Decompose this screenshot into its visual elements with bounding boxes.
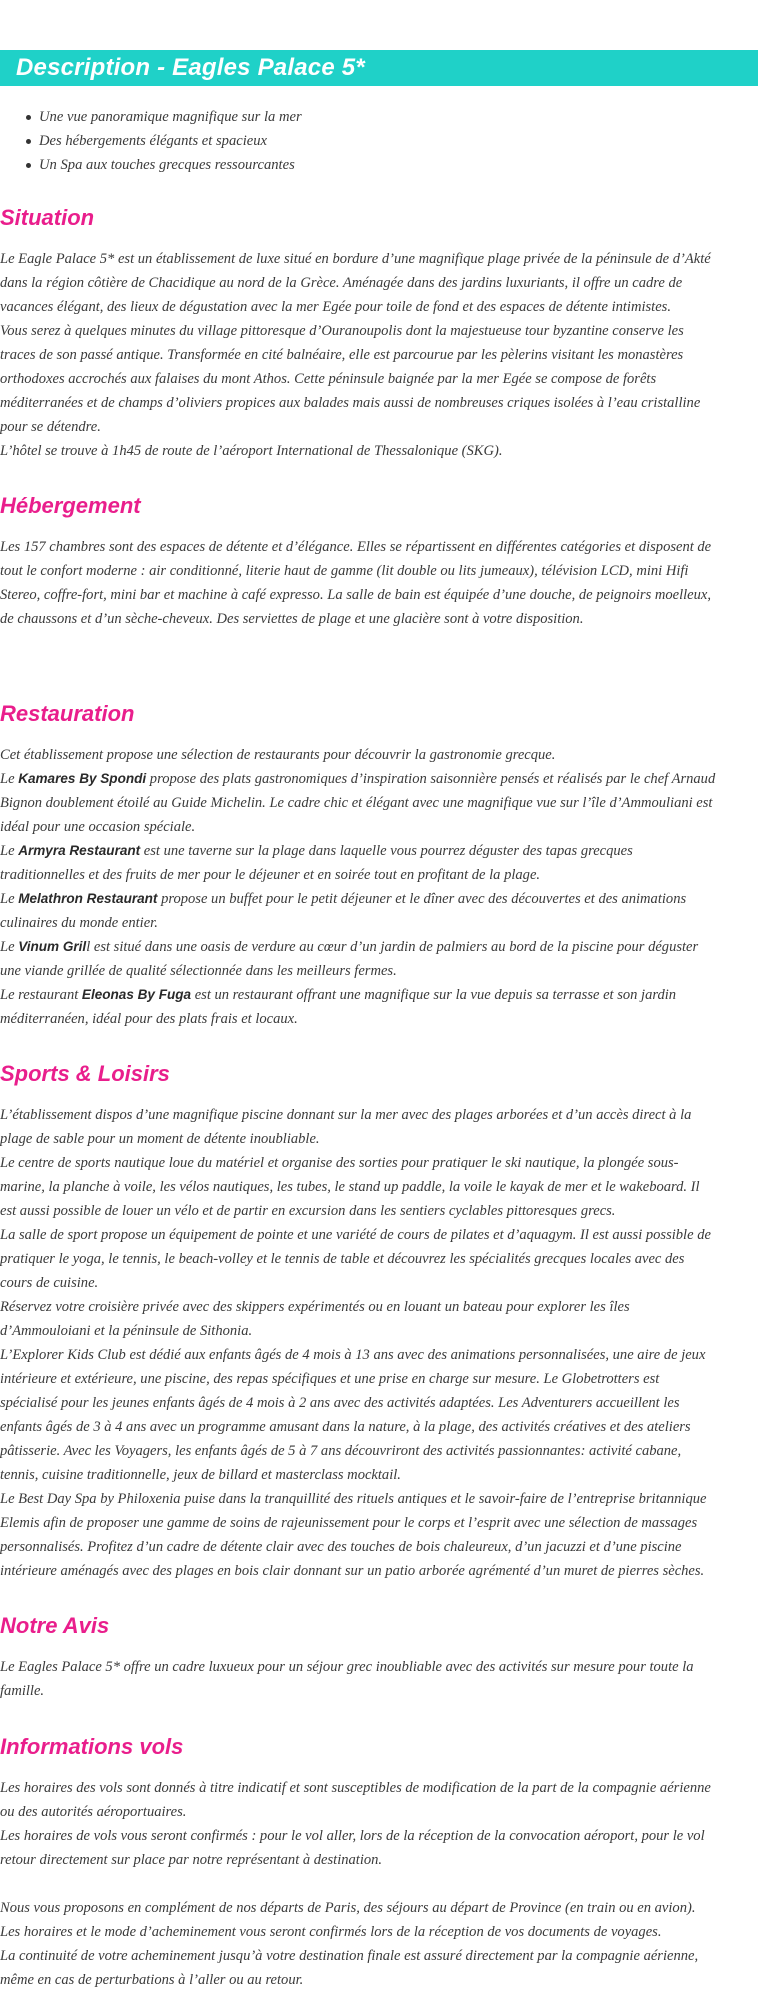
vols-text (0, 1776, 758, 1992)
paragraph-line: d’Ammouloiani et la péninsule de Sithonia. (0, 1323, 253, 1339)
paragraph-line: Le Eagle Palace 5* est un établissement de luxe situé en bordure d’une magnifique plage privée de la péninsule de d’Akté (0, 251, 711, 267)
restaurant-name: Kamares By Spondi (18, 771, 147, 786)
paragraph-line: traditionnelles et des fruits de mer pour le déjeuner et en soirée tout en profitant de la plage. (0, 867, 541, 883)
restaurant-name: Armyra Restaurant (18, 843, 141, 858)
paragraph-line: La salle de sport propose un équipement de pointe et une variété de cours de pilates et d’aquagym. Il est aussi possible de (0, 1227, 711, 1243)
paragraph-line (0, 839, 758, 863)
text-run: l est situé dans une oasis de verdure au cœur d’un jardin de palmiers au bord de la piscine pour déguster (86, 939, 699, 955)
paragraph-line (0, 935, 758, 959)
paragraph-line: L’établissement dispos d’une magnifique piscine donnant sur la mer avec des plages arborées et d’un accès direct à la (0, 1107, 692, 1123)
paragraph-line: pratiquer le yoga, le tennis, le beach-volley et le tennis de table et découvrez les spécialités grecques locales avec des (0, 1251, 685, 1267)
sports-text (0, 1103, 758, 1583)
paragraph-line: même en cas de perturbations à l’aller ou au retour. (0, 1972, 304, 1988)
paragraph-line: culinaires du monde entier. (0, 915, 158, 931)
paragraph-line: intérieure aménagés avec des plages en bois clair donnant sur un patio arborée agrémenté d’un muret de pierres sèches. (0, 1563, 705, 1579)
avis-title: Notre Avis (0, 1613, 110, 1638)
paragraph-line: famille. (0, 1683, 45, 1699)
text-run: Le (0, 771, 19, 787)
text-run: Le restaurant (0, 987, 82, 1003)
highlight-item: Une vue panoramique magnifique sur la mer (24, 105, 302, 129)
paragraph-line: méditerranéen, idéal pour des plats frais et locaux. (0, 1011, 298, 1027)
text-run: Le (0, 891, 19, 907)
text-run: propose des plats gastronomiques d’inspiration saisonnière pensés et réalisés par le chef Arnaud (146, 771, 716, 787)
paragraph-line: Nous vous proposons en complément de nos départs de Paris, des séjours au départ de Province (en train ou en avion). (0, 1900, 696, 1916)
paragraph-line: Cet établissement propose une sélection de restaurants pour découvrir la gastronomie grecque. (0, 747, 556, 763)
description-banner (0, 50, 758, 86)
paragraph-spacer (0, 1872, 758, 1896)
paragraph-line: Le Best Day Spa by Philoxenia puise dans la tranquillité des rituels antiques et le savoir-faire de l’entreprise britannique (0, 1491, 707, 1507)
highlights-list (24, 105, 302, 177)
paragraph-line: orthodoxes accrochés aux falaises du mont Athos. Cette péninsule baignée par la mer Egée se compose de forêts (0, 371, 657, 387)
paragraph-line: de chaussons et d’un sèche-cheveux. Des serviettes de plage et une glacière sont à votre disposition. (0, 611, 584, 627)
paragraph-line: spécialisé pour les jeunes enfants âgés de 4 mois à 2 ans avec des activités adaptées. Les Adventurers accueillent les (0, 1395, 680, 1411)
situation-text (0, 247, 758, 463)
restauration-text (0, 743, 758, 1031)
paragraph-line: Réservez votre croisière privée avec des skippers expérimentés ou en louant un bateau pour explorer les îles (0, 1299, 630, 1315)
paragraph-line: vacances élégant, des lieux de dégustation avec la mer Egée pour toile de fond et des espaces de détente intimistes. (0, 299, 671, 315)
paragraph-line: enfants âgés de 3 à 4 ans avec un programme amusant dans la nature, à la plage, des activités créatives et des ateliers (0, 1419, 691, 1435)
paragraph-line: traces de son passé antique. Transformée en cité balnéaire, elle est parcourue par les pèlerins visitant les monastères (0, 347, 684, 363)
text-run: propose un buffet pour le petit déjeuner et le dîner avec des découvertes et des animations (157, 891, 687, 907)
paragraph-line: pour se détendre. (0, 419, 101, 435)
paragraph-line: dans la région côtière de Chacidique au nord de la Grèce. Aménagée dans des jardins luxuriants, il offre un cadre de (0, 275, 683, 291)
paragraph-line (0, 767, 758, 791)
text-run: est une taverne sur la plage dans laquelle vous pourrez déguster des tapas grecques (140, 843, 633, 859)
banner-title: Description - Eagles Palace 5* (16, 54, 365, 81)
paragraph-line: plage de sable pour un moment de détente inoubliable. (0, 1131, 320, 1147)
paragraph-line: Elemis afin de proposer une gamme de soins de rajeunissement pour le corps et l’esprit avec une sélection de massages (0, 1515, 698, 1531)
text-run: est un restaurant offrant une magnifique sur la vue depuis sa terrasse et son jardin (191, 987, 677, 1003)
paragraph-line: est aussi possible de louer un vélo et de partir en excursion dans les sentiers cyclables pittoresques grecs. (0, 1203, 616, 1219)
paragraph-line: retour directement sur place par notre représentant à destination. (0, 1852, 383, 1868)
paragraph-line: tout le confort moderne : air conditionné, literie haut de gamme (lit double ou lits jumeaux), télévision LCD, mini Hifi (0, 563, 689, 579)
vols-title: Informations vols (0, 1734, 184, 1759)
paragraph-line: Vous serez à quelques minutes du village pittoresque d’Ouranoupolis dont la majestueuse tour byzantine conserve les (0, 323, 684, 339)
paragraph-line: cours de cuisine. (0, 1275, 99, 1291)
paragraph-line (0, 983, 758, 1007)
paragraph-line: Bignon doublement étoilé au Guide Michelin. Le cadre chic et élégant avec une magnifique vue sur l’île d’Ammouliani est (0, 795, 713, 811)
restaurant-name: Vinum Gril (18, 939, 87, 954)
paragraph-line: Les horaires des vols sont donnés à titre indicatif et sont susceptibles de modification de la part de la compagnie aérienne (0, 1780, 711, 1796)
restaurant-name: Eleonas By Fuga (81, 987, 192, 1002)
paragraph-line: Stereo, coffre-fort, mini bar et machine à café expresso. La salle de bain est équipée d’une douche, de peignoirs moelleux, (0, 587, 712, 603)
paragraph-line: La continuité de votre acheminement jusqu’à votre destination finale est assuré directement par la compagnie aérienne, (0, 1948, 699, 1964)
paragraph-line (0, 887, 758, 911)
paragraph-line: Les horaires et le mode d’acheminement vous seront confirmés lors de la réception de vos documents de voyages. (0, 1924, 662, 1940)
restauration-title: Restauration (0, 701, 135, 726)
situation-title: Situation (0, 205, 95, 230)
paragraph-line: pâtisserie. Avec les Voyagers, les enfants âgés de 5 à 7 ans découvriront des activités passionnantes: activité cabane, (0, 1443, 682, 1459)
paragraph-line: Les 157 chambres sont des espaces de détente et d’élégance. Elles se répartissent en différentes catégories et disposent de (0, 539, 712, 555)
hebergement-title: Hébergement (0, 493, 141, 518)
avis-text (0, 1655, 758, 1703)
text-run: Le (0, 843, 19, 859)
paragraph-line: tennis, cuisine traditionnelle, jeux de billard et masterclass mocktail. (0, 1467, 401, 1483)
paragraph-line: Le Eagles Palace 5* offre un cadre luxueux pour un séjour grec inoubliable avec des activités sur mesure pour toute la (0, 1659, 694, 1675)
highlight-item: Des hébergements élégants et spacieux (24, 129, 302, 153)
paragraph-line: Le centre de sports nautique loue du matériel et organise des sorties pour pratiquer le ski nautique, la plongée sous- (0, 1155, 679, 1171)
highlight-item: Un Spa aux touches grecques ressourcantes (24, 153, 302, 177)
hebergement-text (0, 535, 758, 631)
sports-title: Sports & Loisirs (0, 1061, 170, 1086)
paragraph-line: ou des autorités aéroportuaires. (0, 1804, 187, 1820)
paragraph-line: idéal pour une occasion spéciale. (0, 819, 196, 835)
text-run: Le (0, 939, 19, 955)
paragraph-line: personnalisés. Profitez d’un cadre de détente clair avec des touches de bois chaleureux, d’un jacuzzi et d’une piscine (0, 1539, 682, 1555)
paragraph-line: L’Explorer Kids Club est dédié aux enfants âgés de 4 mois à 13 ans avec des animations personnalisées, une aire de jeux (0, 1347, 706, 1363)
paragraph-line: méditerranées et de champs d’oliviers propices aux balades mais aussi de nombreuses criques isolées à l’eau cristalline (0, 395, 701, 411)
paragraph-line: une viande grillée de qualité sélectionnée dans les meilleurs fermes. (0, 963, 397, 979)
restaurant-name: Melathron Restaurant (18, 891, 158, 906)
paragraph-line: marine, la planche à voile, les vélos nautiques, les tubes, le stand up paddle, la voile le kayak de mer et le wakeboard. Il (0, 1179, 700, 1195)
paragraph-line: intérieure et extérieure, une piscine, des repas spécifiques et une prise en charge sur mesure. Le Globetrotters est (0, 1371, 660, 1387)
paragraph-line: Les horaires de vols vous seront confirmés : pour le vol aller, lors de la réception de la convocation aéroport, pour le vol (0, 1828, 705, 1844)
paragraph-line: L’hôtel se trouve à 1h45 de route de l’aéroport International de Thessalonique (SKG). (0, 443, 503, 459)
